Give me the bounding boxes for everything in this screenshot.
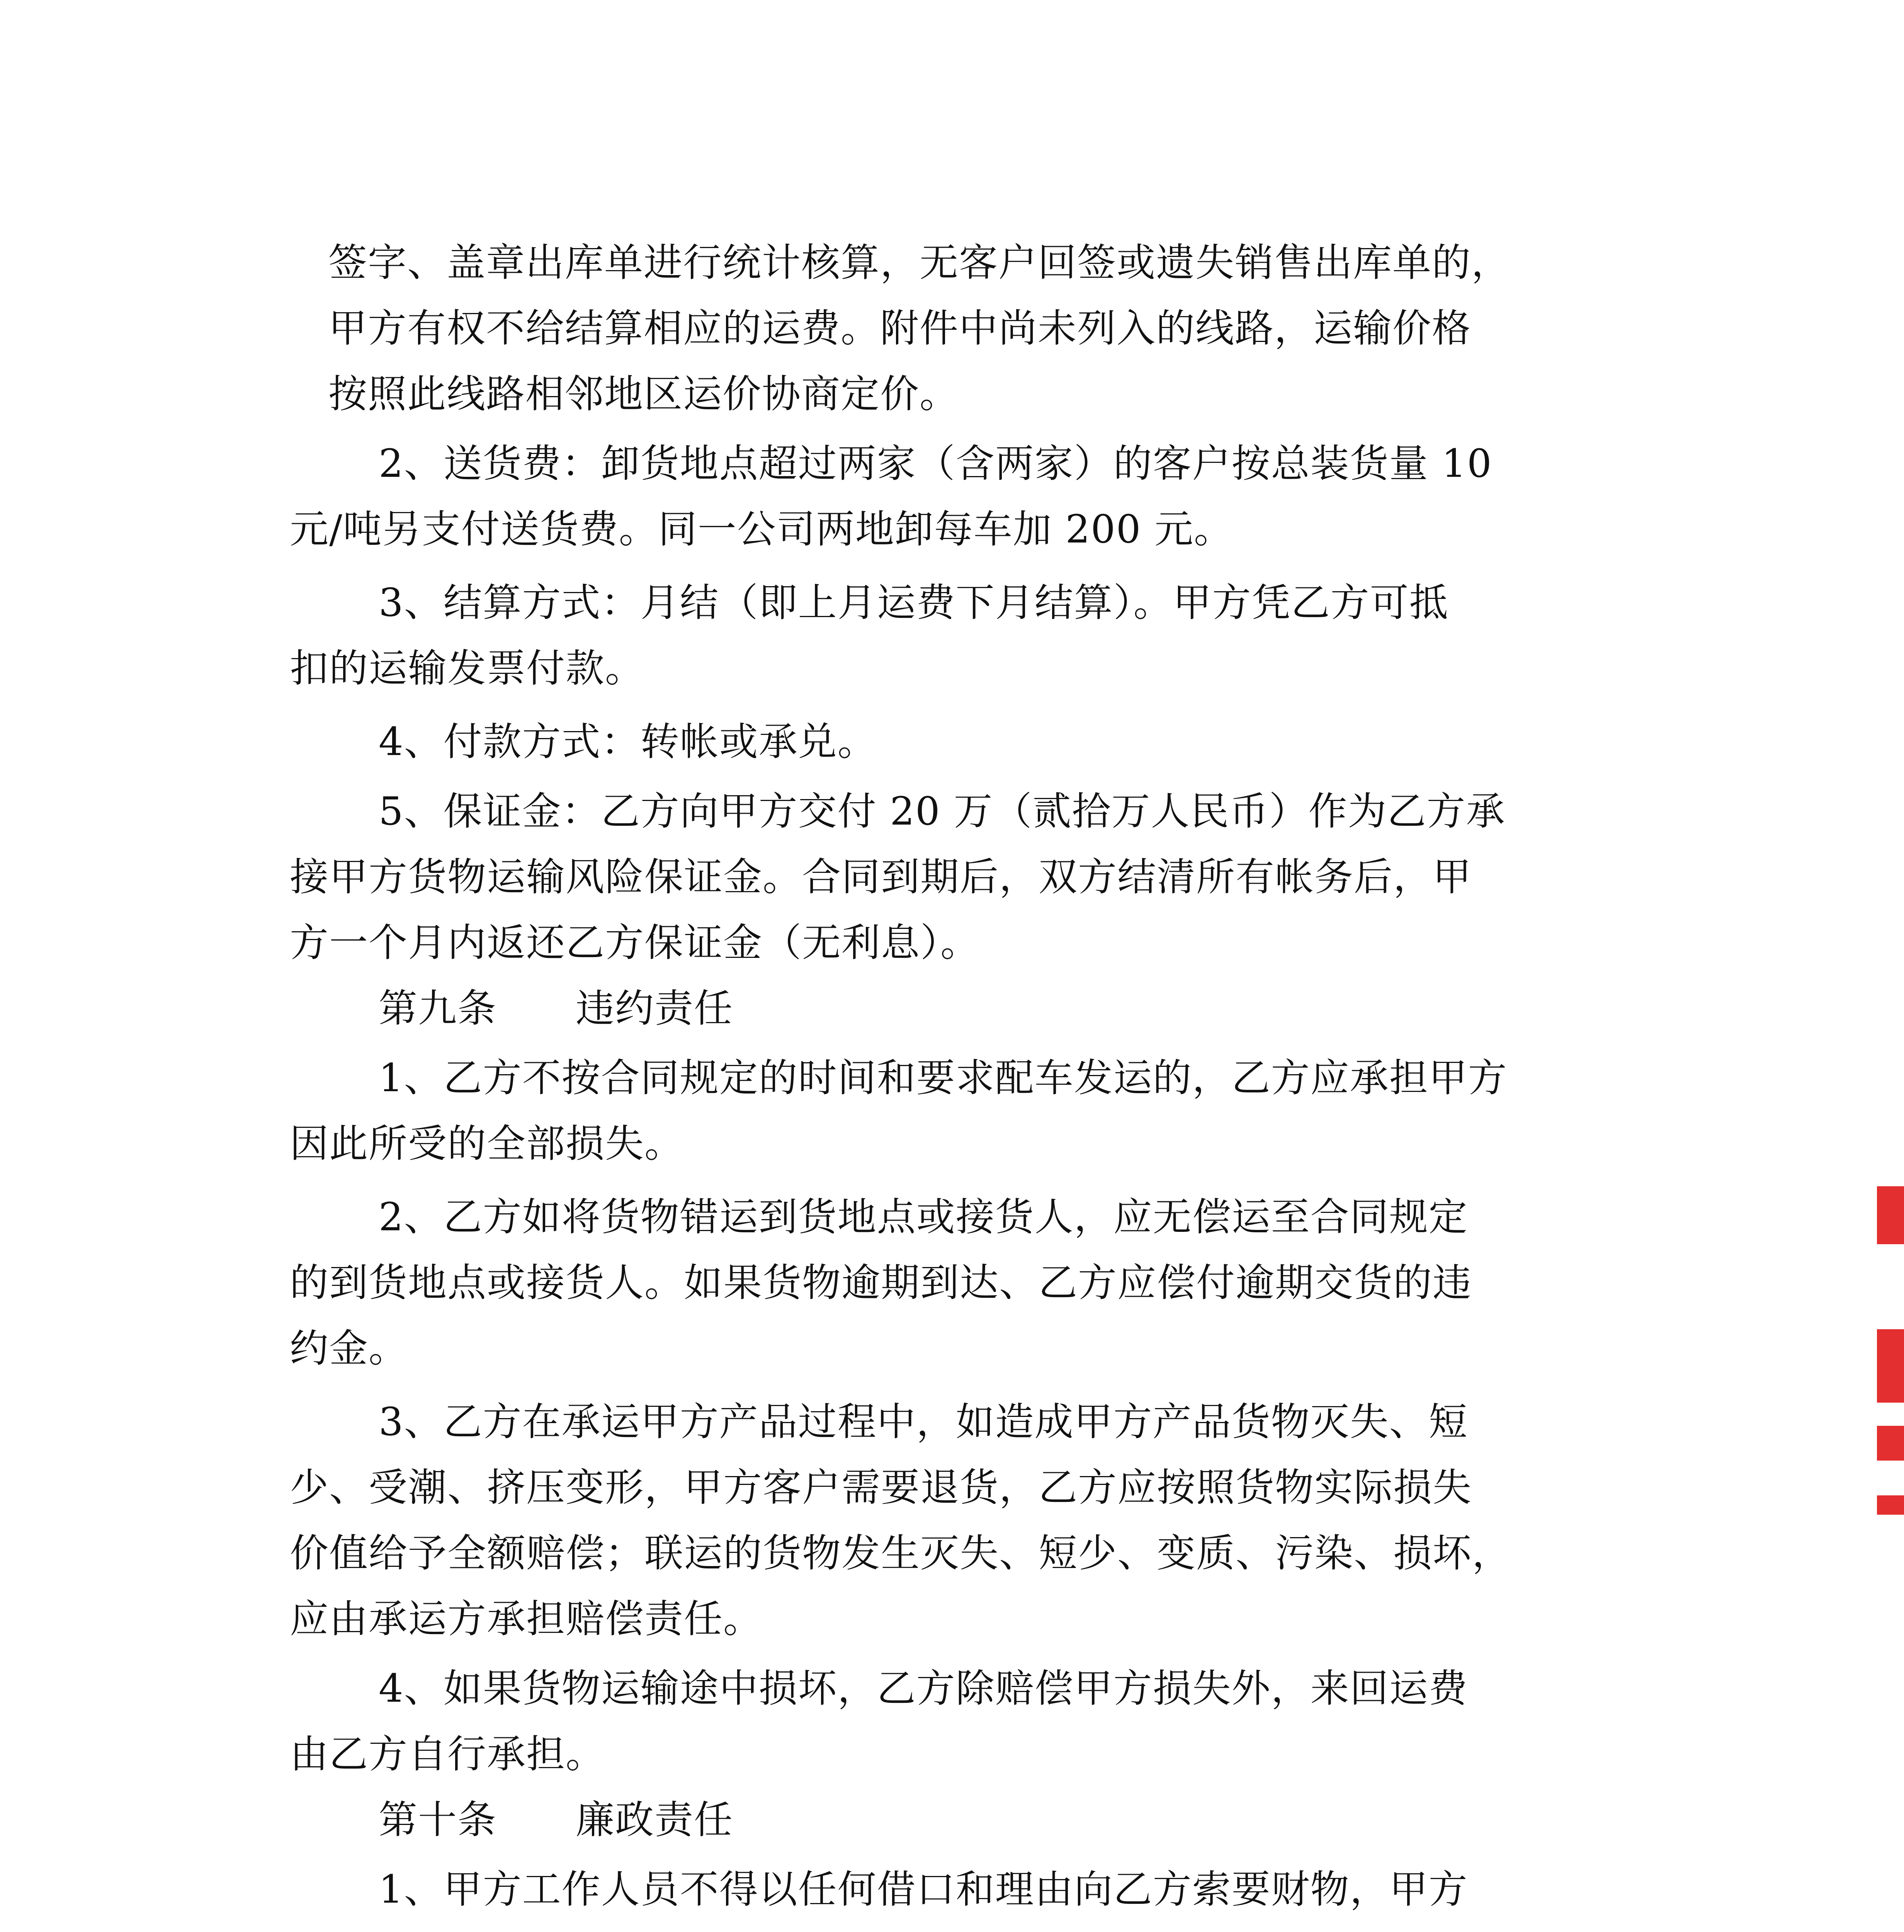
- text-line: 2、送货费：卸货地点超过两家（含两家）的客户按总装货量 10: [379, 441, 1493, 486]
- text-line: 接甲方货物运输风险保证金。合同到期后，双方结清所有帐务后，甲: [290, 854, 1472, 900]
- text-line: 1、甲方工作人员不得以任何借口和理由向乙方索要财物，甲方: [379, 1867, 1468, 1912]
- text-line: 元/吨另支付送货费。同一公司两地卸每车加 200 元。: [290, 507, 1234, 552]
- text-line: 4、如果货物运输途中损坏，乙方除赔偿甲方损失外，来回运费: [379, 1666, 1468, 1711]
- section-heading: 第十条 廉政责任: [379, 1797, 733, 1842]
- text-line: 由乙方自行承担。: [290, 1731, 605, 1777]
- seal-fragment-lower: [1877, 1426, 1904, 1461]
- seal-fragment-bottom: [1877, 1495, 1904, 1515]
- section-heading: 第九条 违约责任: [379, 986, 733, 1031]
- text-line: 少、受潮、挤压变形，甲方客户需要退货，乙方应按照货物实际损失: [290, 1465, 1472, 1510]
- text-line: 甲方有权不给结算相应的运费。附件中尚未列入的线路，运输价格: [328, 306, 1471, 351]
- text-line: 4、付款方式：转帐或承兑。: [379, 719, 877, 764]
- text-line: 的到货地点或接货人。如果货物逾期到达、乙方应偿付逾期交货的违: [290, 1260, 1472, 1305]
- text-line: 3、结算方式：月结（即上月运费下月结算）。甲方凭乙方可抵: [379, 580, 1449, 625]
- text-line: 1、乙方不按合同规定的时间和要求配车发运的，乙方应承担甲方: [379, 1055, 1508, 1100]
- text-line: 3、乙方在承运甲方产品过程中，如造成甲方产品货物灭失、短: [379, 1399, 1468, 1444]
- text-line: 按照此线路相邻地区运价协商定价。: [328, 371, 959, 417]
- seal-fragment-middle: [1877, 1329, 1904, 1403]
- seal-fragment-top: [1877, 1186, 1904, 1244]
- text-line: 约金。: [290, 1326, 408, 1371]
- text-line: 签字、盖章出库单进行统计核算，无客户回签或遗失销售出库单的，: [328, 240, 1511, 285]
- text-line: 价值给予全额赔偿；联运的货物发生灭失、短少、变质、污染、损坏，: [290, 1531, 1511, 1576]
- text-line: 5、保证金：乙方向甲方交付 20 万（贰拾万人民币）作为乙方承: [379, 789, 1506, 834]
- text-line: 方一个月内返还乙方保证金（无利息）。: [290, 920, 980, 965]
- text-line: 因此所受的全部损失。: [290, 1121, 684, 1166]
- text-line: 应由承运方承担赔偿责任。: [290, 1596, 763, 1641]
- text-line: 2、乙方如将货物错运到货地点或接货人，应无偿运至合同规定: [379, 1194, 1468, 1240]
- text-line: 扣的运输发票付款。: [290, 646, 644, 691]
